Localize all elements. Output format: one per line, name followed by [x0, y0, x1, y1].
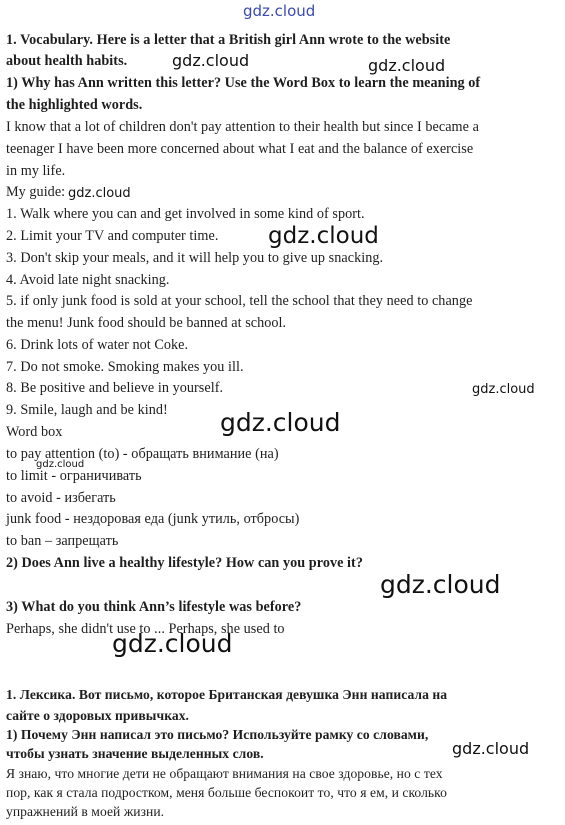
exercise-title-ru: 1. Лексика. Вот письмо, которое Британская девушка Энн написала на — [6, 687, 448, 702]
question-1-ru-cont: чтобы узнать значение выделенных слов. — [6, 746, 264, 761]
letter-paragraph-ru-line: упражнений в моей жизни. — [6, 804, 165, 819]
exercise-title-ru-cont: сайте о здоровых привычках. — [6, 708, 190, 723]
watermark: gdz.cloud — [368, 56, 446, 75]
guide-label: My guide: — [6, 184, 66, 200]
question-2: 2) Does Ann live a healthy lifestyle? How can you prove it? — [6, 555, 363, 571]
exercise-title: 1. Vocabulary. Here is a letter that a British girl Ann wrote to the website — [6, 32, 451, 48]
watermark: gdz.cloud — [112, 629, 233, 658]
guide-item: 8. Be positive and believe in yourself. — [6, 380, 224, 396]
guide-item: 5. if only junk food is sold at your school, tell the school that they need to change — [6, 293, 473, 309]
question-3: 3) What do you think Ann’s lifestyle was before? — [6, 599, 302, 615]
word-box-label: Word box — [6, 424, 63, 440]
guide-item-cont: the menu! Junk food should be banned at school. — [6, 315, 287, 331]
letter-paragraph-line: in my life. — [6, 163, 66, 179]
exercise-title-cont: about health habits. — [6, 53, 128, 69]
letter-paragraph-ru-line: Я знаю, что многие дети не обращают внимания на свое здоровье, но с тех — [6, 766, 443, 781]
question-3-answer-prompt: Perhaps, she didn't use to ... Perhaps, she used to — [6, 621, 285, 637]
word-box-entry: to limit - ограничивать — [6, 468, 142, 484]
watermark: gdz.cloud — [472, 382, 535, 397]
letter-paragraph-line: I know that a lot of children don't pay attention to their health but since I became a — [6, 119, 479, 135]
question-1-cont: the highlighted words. — [6, 97, 143, 113]
question-1-ru: 1) Почему Энн написал это письмо? Используйте рамку со словами, — [6, 727, 429, 742]
guide-item: 6. Drink lots of water not Coke. — [6, 337, 189, 353]
word-box-entry: to avoid - избегать — [6, 490, 116, 506]
letter-paragraph-line: teenager I have been more concerned about what I eat and the balance of exercise — [6, 141, 474, 157]
watermark: gdz.cloud — [452, 739, 530, 758]
guide-item: 3. Don't skip your meals, and it will help you to give up snacking. — [6, 250, 384, 266]
letter-paragraph-ru-line: пор, как я стала подростком, меня больше беспокоит то, что я ем, и сколько — [6, 785, 447, 800]
guide-item: 7. Do not smoke. Smoking makes you ill. — [6, 359, 244, 375]
word-box-entry: junk food - нездоровая еда (junk утиль, отбросы) — [6, 511, 300, 527]
guide-item: 1. Walk where you can and get involved in some kind of sport. — [6, 206, 365, 222]
watermark: gdz.cloud — [68, 186, 131, 201]
guide-item: 2. Limit your TV and computer time. — [6, 228, 219, 244]
guide-item: 4. Avoid late night snacking. — [6, 272, 170, 288]
watermark: gdz.cloud — [380, 570, 501, 599]
word-box-entry: to ban – запрещать — [6, 533, 119, 549]
watermark-top: gdz.cloud — [243, 2, 316, 20]
watermark: gdz.cloud — [268, 223, 379, 249]
guide-item: 9. Smile, laugh and be kind! — [6, 402, 168, 418]
word-box-entry: to pay attention (to) - обращать внимание (на) — [6, 446, 279, 462]
watermark: gdz.cloud — [36, 459, 85, 470]
watermark: gdz.cloud — [172, 51, 250, 70]
question-1: 1) Why has Ann written this letter? Use the Word Box to learn the meaning of — [6, 75, 481, 91]
watermark: gdz.cloud — [220, 408, 341, 437]
